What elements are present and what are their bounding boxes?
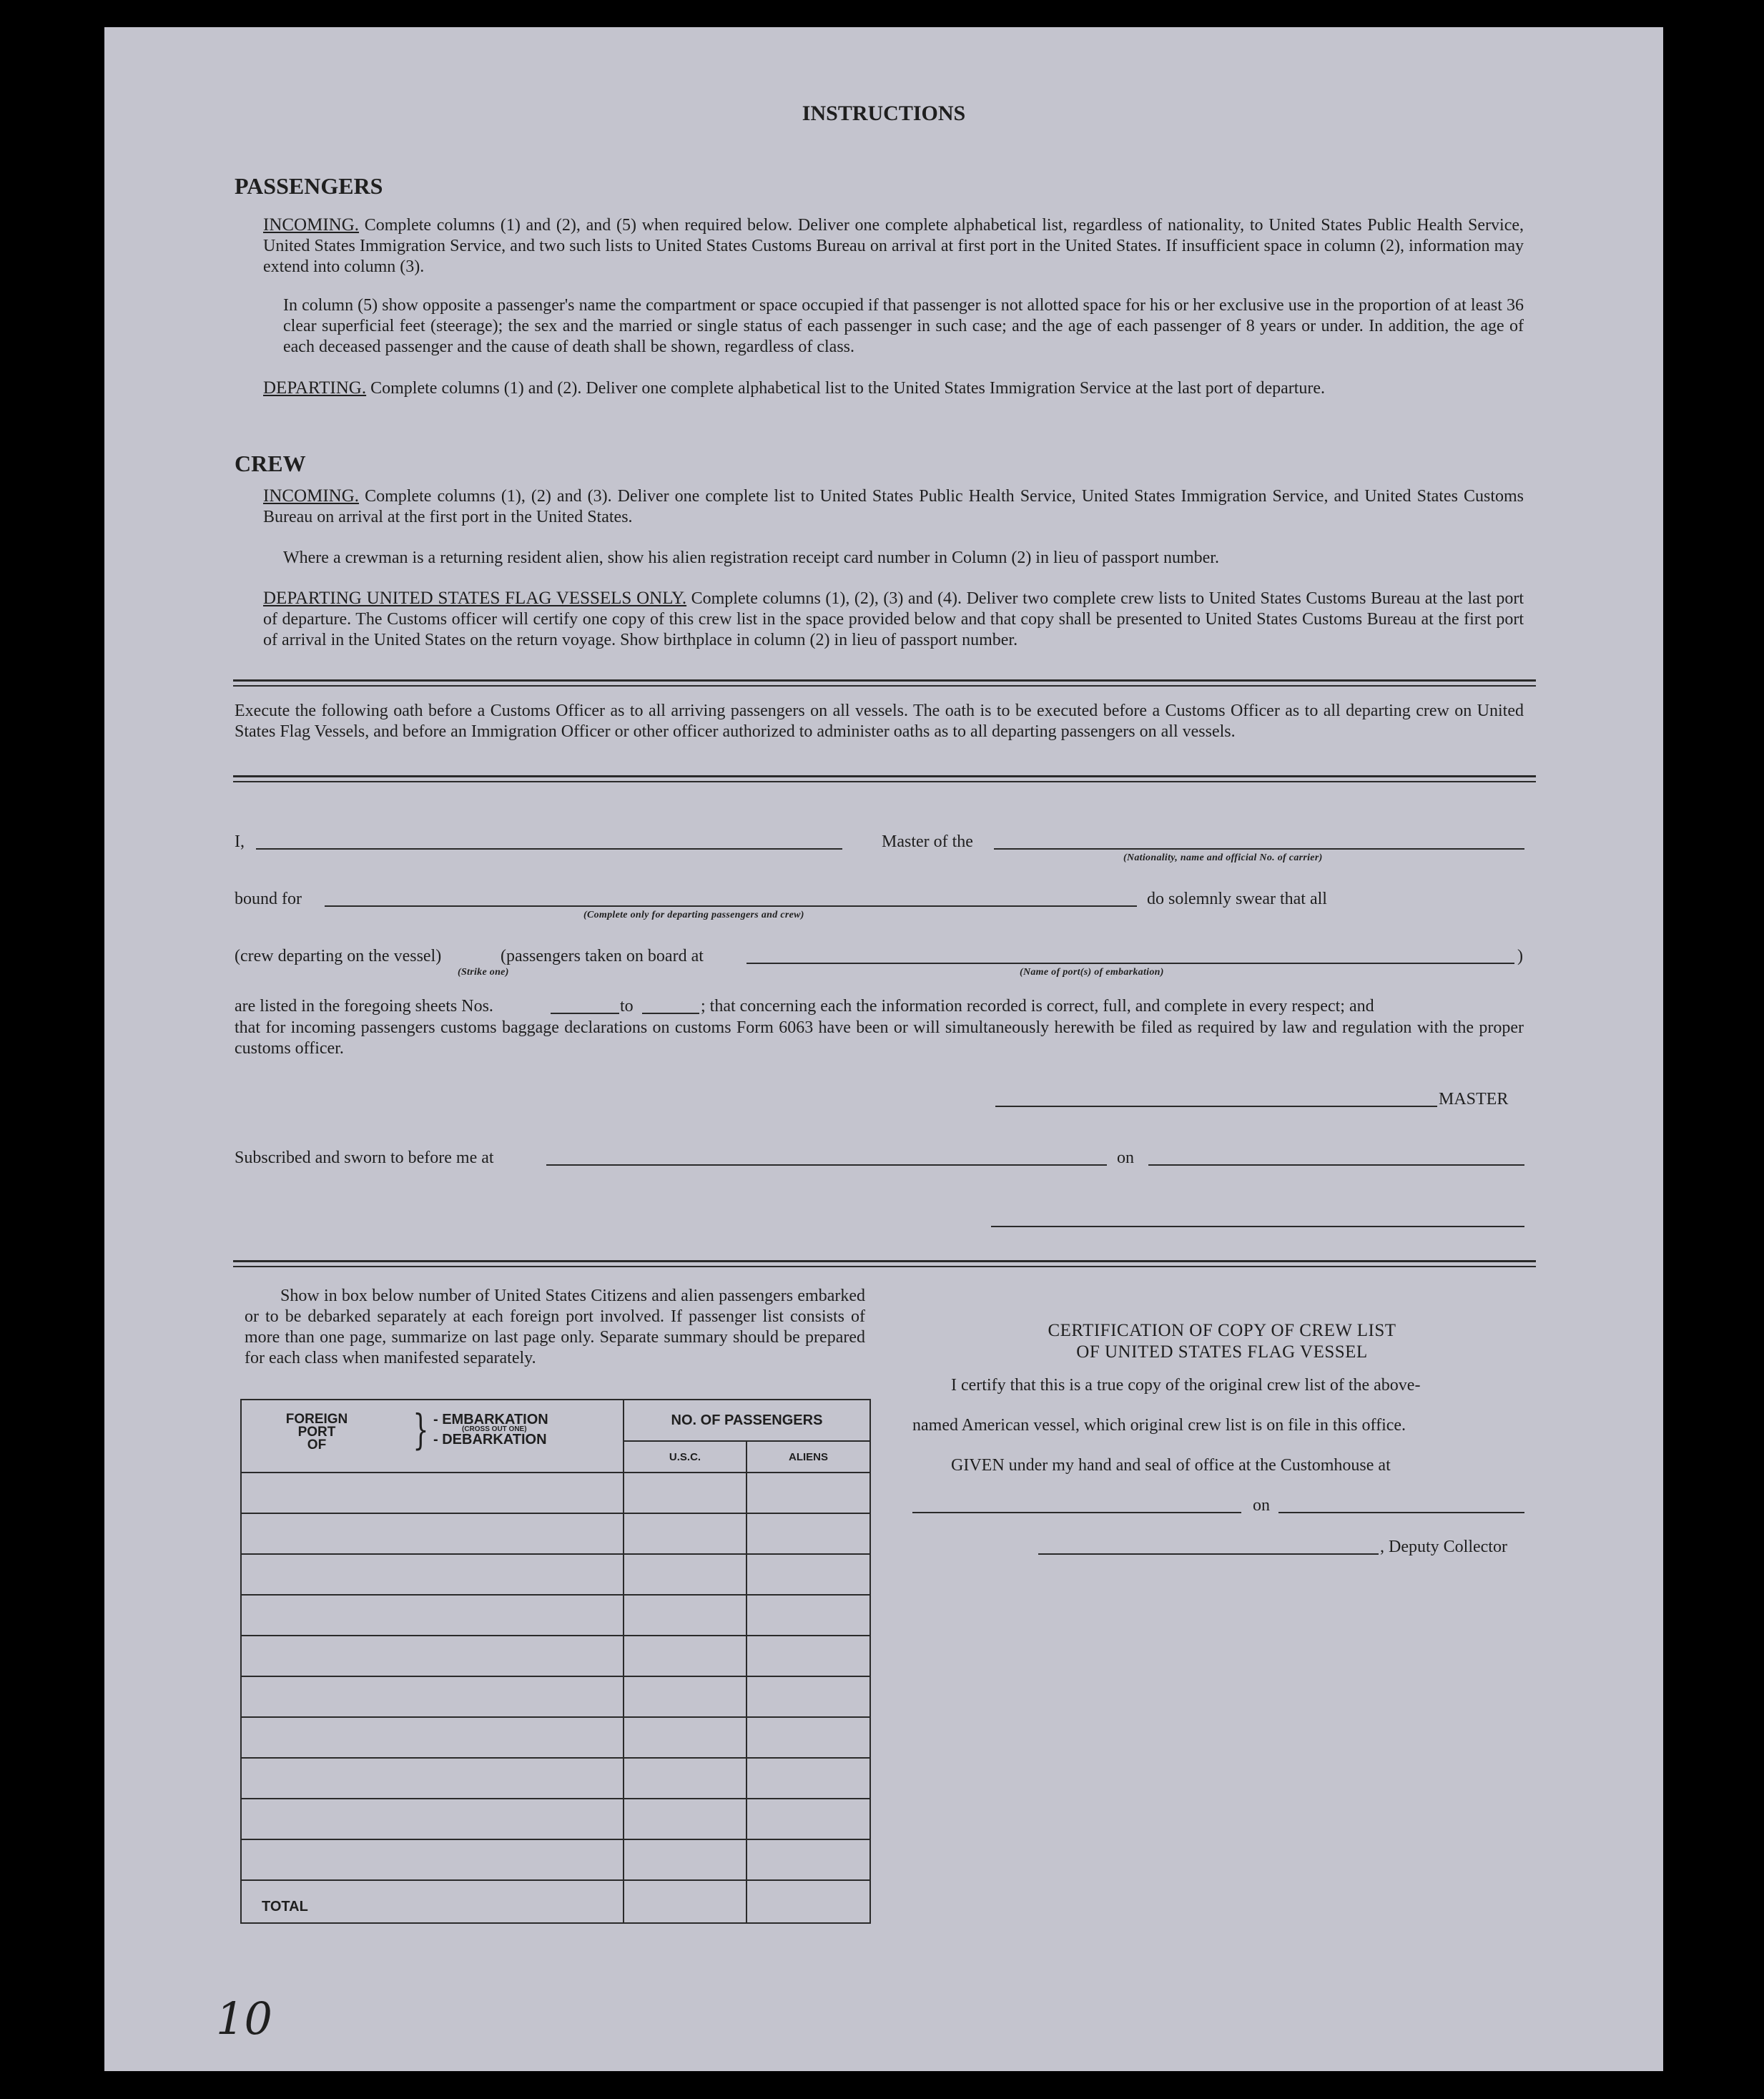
port-header-cell [241, 1400, 624, 1473]
divider-rule [233, 1266, 1536, 1267]
port-cell[interactable] [241, 1758, 624, 1799]
strike-one-caption: (Strike one) [458, 967, 509, 978]
crew-incoming-paragraph [263, 486, 1524, 528]
port-cell[interactable] [241, 1595, 624, 1636]
certify-line-2: named American vessel, which original crew list is on file in this office. [912, 1416, 1406, 1435]
foreign-label: FOREIGN [285, 1412, 348, 1427]
aliens-total-cell[interactable] [747, 1880, 870, 1923]
swear-label: do solemnly swear that all [1147, 890, 1327, 908]
divider-rule [233, 775, 1536, 777]
given-line: GIVEN under my hand and seal of office at the Customhouse at [951, 1456, 1391, 1475]
passengers-departing-text: Complete columns (1) and (2). Deliver one complete alphabetical list to the United States Immigration Service at the last port of departure. [370, 379, 1326, 398]
usc-cell[interactable] [624, 1676, 747, 1717]
crew-incoming-lead: INCOMING. [263, 486, 360, 506]
port-cell[interactable] [241, 1799, 624, 1839]
sworn-on-label: on [1117, 1149, 1134, 1167]
sheet-from-field[interactable] [551, 1013, 619, 1014]
listed-text: ; that concerning each the information recorded is correct, full, and complete in every respect; and [701, 997, 1374, 1016]
crew-resident-paragraph: Where a crewman is a returning resident alien, show his alien registration receipt card number in Column (2) in lieu of passport number. [283, 549, 1219, 567]
port-cell[interactable] [241, 1636, 624, 1676]
brace-icon: } [413, 1405, 429, 1454]
port-cell[interactable] [241, 1513, 624, 1554]
certification-title-line-1: CERTIFICATION OF COPY OF CREW LIST [1048, 1321, 1396, 1340]
officer-signature-field[interactable] [991, 1226, 1524, 1227]
form-page [104, 27, 1663, 2071]
aliens-cell[interactable] [747, 1595, 870, 1636]
aliens-cell[interactable] [747, 1636, 870, 1676]
usc-header: U.S.C. [624, 1441, 747, 1473]
embarkation-port-field[interactable] [747, 963, 1514, 964]
passengers-departing-paragraph [263, 378, 1524, 399]
crew-departing-text: Complete columns (1), (2), (3) and (4). Deliver two complete crew lists to United States Customs Bureau at the last port of departure. The Customs officer will certify one copy of this crew list in the space provided below and that copy shall be presented to United States Customs Bureau at the first port of arrival in the United States on the return voyage. Show birthplace in column (2) in lieu of passport number. [263, 589, 1524, 649]
crew-departing-option[interactable]: (crew departing on the vessel) [235, 947, 442, 965]
certification-title [912, 1320, 1532, 1363]
usc-cell[interactable] [624, 1758, 747, 1799]
aliens-cell[interactable] [747, 1839, 870, 1880]
port-cell[interactable] [241, 1676, 624, 1717]
customhouse-field[interactable] [912, 1512, 1241, 1513]
usc-cell[interactable] [624, 1636, 747, 1676]
aliens-cell[interactable] [747, 1554, 870, 1595]
usc-cell[interactable] [624, 1513, 747, 1554]
summary-instructions: Show in box below number of United States Citizens and alien passengers embarked or to be debarked separately at each foreign port involved. If passenger list consists of more than one page, summarize on last page only. Separate summary should be prepared for each class when manifested separately. [245, 1287, 865, 1367]
of-label: OF [307, 1437, 327, 1452]
carrier-caption: (Nationality, name and official No. of carrier) [1123, 852, 1323, 863]
listed-to-label: to [620, 997, 634, 1016]
passengers-heading: PASSENGERS [235, 173, 383, 199]
debarkation-option[interactable]: - DEBARKATION [433, 1432, 547, 1447]
aliens-cell[interactable] [747, 1513, 870, 1554]
port-cell[interactable] [241, 1554, 624, 1595]
certification-title-line-2: OF UNITED STATES FLAG VESSEL [1076, 1342, 1368, 1362]
usc-cell[interactable] [624, 1473, 747, 1513]
port-cell[interactable] [241, 1473, 624, 1513]
carrier-field[interactable] [994, 848, 1524, 850]
cert-on-label: on [1253, 1496, 1270, 1515]
cross-out-one-caption: (CROSS OUT ONE) [462, 1425, 527, 1433]
port-label: PORT [297, 1425, 336, 1440]
bound-for-caption: (Complete only for departing passengers and crew) [583, 910, 804, 920]
passengers-column5-paragraph: In column (5) show opposite a passenger's name the compartment or space occupied if that passenger is not allotted space for his or her exclusive use in the proportion of at least 36 clear superficial feet (steerage); the sex and the married or single status of each passenger in such case; and the age of each passenger of 8 years or under. In addition, the age of each deceased passenger and the cause of death shall be shown, regardless of class. [283, 296, 1524, 356]
subscribed-label: Subscribed and sworn to before me at [235, 1149, 494, 1167]
aliens-cell[interactable] [747, 1676, 870, 1717]
aliens-cell[interactable] [747, 1717, 870, 1758]
port-cell[interactable] [241, 1717, 624, 1758]
oath-note-paragraph: Execute the following oath before a Customs Officer as to all arriving passengers on all vessels. The oath is to be executed before a Customs Officer as to all departing crew on United States Flag Vessels, and before an Immigration Officer or other officer authorized to administer oaths as to all departing passengers on all vessels. [235, 702, 1524, 741]
embark-caption: (Name of port(s) of embarkation) [1020, 967, 1164, 978]
cert-date-field[interactable] [1278, 1512, 1524, 1513]
crew-incoming-text: Complete columns (1), (2) and (3). Deliver one complete list to United States Public Health Service, United States Immigration Service, and United States Customs Bureau on arrival at the first port in the United States. [263, 487, 1524, 526]
aliens-header: ALIENS [747, 1441, 870, 1473]
usc-total-cell[interactable] [624, 1880, 747, 1923]
handwritten-page-number: 10 [216, 1992, 272, 2045]
master-label: MASTER [1439, 1090, 1509, 1109]
passengers-incoming-lead: INCOMING. [263, 215, 360, 235]
master-of-the-label: Master of the [882, 832, 973, 851]
aliens-cell[interactable] [747, 1799, 870, 1839]
divider-rule [233, 685, 1536, 687]
certify-line-1: I certify that this is a true copy of the original crew list of the above- [951, 1376, 1421, 1395]
aliens-cell[interactable] [747, 1758, 870, 1799]
usc-cell[interactable] [624, 1595, 747, 1636]
passengers-incoming-text: Complete columns (1) and (2), and (5) when required below. Deliver one complete alphabetical list, regardless of nationality, to United States Public Health Service, United States Immigration Service, and two such lists to United States Customs Bureau on arrival at first port in the United States. If insufficient space in column (2), information may extend into column (3). [263, 216, 1524, 276]
no-of-passengers-header: NO. OF PASSENGERS [624, 1400, 870, 1441]
close-paren: ) [1517, 947, 1523, 965]
port-cell[interactable] [241, 1839, 624, 1880]
embarkation-option[interactable]: - EMBARKATION [433, 1412, 548, 1427]
aliens-cell[interactable] [747, 1473, 870, 1513]
crew-heading: CREW [235, 451, 306, 476]
deputy-collector-signature-field[interactable] [1038, 1553, 1379, 1555]
passenger-summary-table [240, 1399, 871, 1924]
usc-cell[interactable] [624, 1839, 747, 1880]
usc-cell[interactable] [624, 1717, 747, 1758]
bound-for-field[interactable] [325, 905, 1137, 907]
divider-rule [233, 679, 1536, 682]
deputy-collector-label: , Deputy Collector [1380, 1538, 1507, 1556]
sworn-place-field[interactable] [546, 1164, 1107, 1166]
master-signature-field[interactable] [995, 1106, 1437, 1107]
sheet-to-field[interactable] [642, 1013, 699, 1014]
passengers-taken-option[interactable]: (passengers taken on board at [501, 947, 704, 965]
divider-rule [233, 1260, 1536, 1262]
total-label: TOTAL [241, 1880, 624, 1923]
crew-departing-lead: DEPARTING UNITED STATES FLAG VESSELS ONLY. [263, 589, 687, 608]
bound-for-label: bound for [235, 890, 302, 908]
divider-rule [233, 781, 1536, 782]
sworn-date-field[interactable] [1148, 1164, 1524, 1166]
listed-continuation: that for incoming passengers customs baggage declarations on customs Form 6063 have been or will simultaneously herewith be filed as required by law and regulation with the proper customs officer. [235, 1018, 1524, 1058]
oath-i-label: I, [235, 832, 245, 851]
passengers-incoming-paragraph [263, 215, 1524, 277]
crew-departing-paragraph [263, 588, 1524, 651]
usc-cell[interactable] [624, 1554, 747, 1595]
master-name-field[interactable] [256, 848, 842, 850]
listed-sheets-label: are listed in the foregoing sheets Nos. [235, 997, 493, 1016]
page-title: INSTRUCTIONS [802, 102, 966, 125]
usc-cell[interactable] [624, 1799, 747, 1839]
passengers-departing-lead: DEPARTING. [263, 378, 367, 398]
